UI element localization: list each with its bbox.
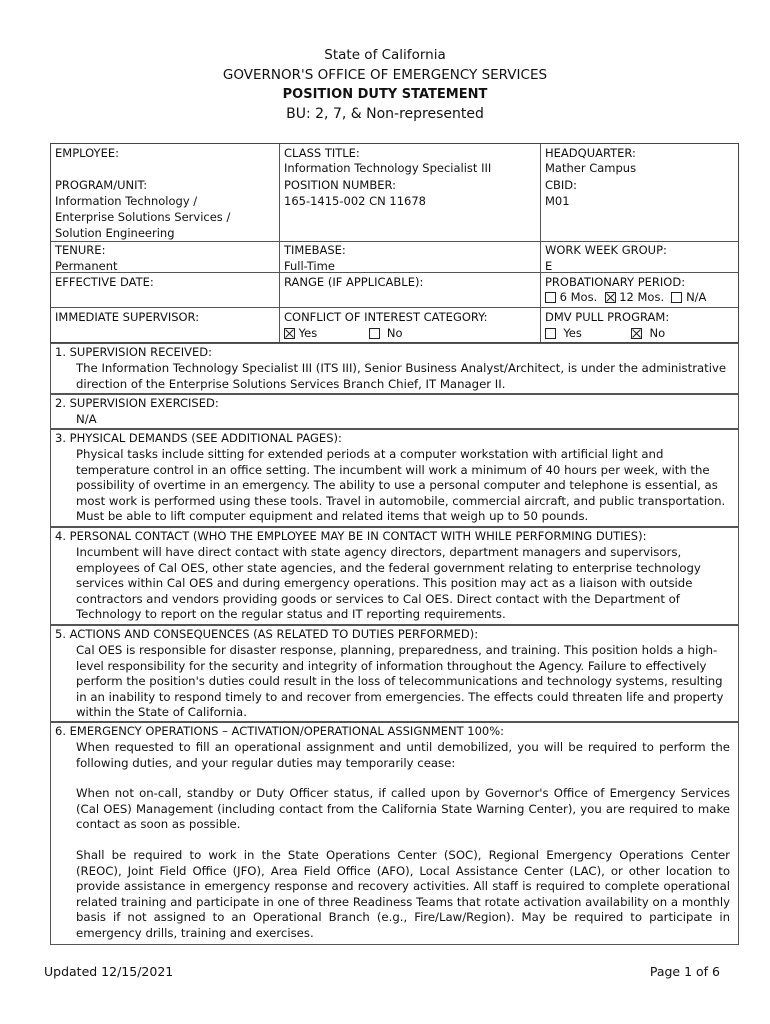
table-divider xyxy=(540,144,541,342)
probation-na-checkbox[interactable] xyxy=(671,292,682,303)
cbid-label: CBID: xyxy=(545,178,578,192)
table-divider xyxy=(279,144,280,342)
range-label: RANGE (IF APPLICABLE): xyxy=(284,275,424,289)
conflict-label: CONFLICT OF INTEREST CATEGORY: xyxy=(284,310,488,324)
section-body xyxy=(76,740,730,942)
office-heading: GOVERNOR'S OFFICE OF EMERGENCY SERVICES xyxy=(222,66,548,83)
section-body: Physical tasks include sitting for extended periods at a computer workstation with artificial light and temperature control in an office setting. The incumbent will work a minimum of 40 hours per week, with the possibility of overtime in an emergency. The ability to use a personal computer and telephone is essential, as most work is performed using these tools. Travel in automobile, commercial aircraft, and public transportation. Must be able to lift computer equipment and related items that weigh up to 50 pounds. xyxy=(76,447,726,524)
updated-date: Updated 12/15/2021 xyxy=(44,964,174,979)
bargaining-unit: BU: 2, 7, & Non-represented xyxy=(286,105,484,122)
section-physical-demands xyxy=(50,429,739,527)
section-title: 4. PERSONAL CONTACT (WHO THE EMPLOYEE MAY BE IN CONTACT WITH WHILE PERFORMING DUTIES): xyxy=(55,529,647,543)
section-title: 2. SUPERVISION EXERCISED: xyxy=(55,396,219,410)
dmv-no-label: No xyxy=(649,326,666,340)
conflict-yes-checkbox[interactable] xyxy=(284,328,295,339)
program-unit-label: PROGRAM/UNIT: xyxy=(55,178,148,192)
class-title-label: CLASS TITLE: xyxy=(284,146,360,160)
tenure-label: TENURE: xyxy=(55,243,106,257)
timebase-label: TIMEBASE: xyxy=(284,243,346,257)
headquarter-value[interactable]: Mather Campus xyxy=(545,161,637,175)
document-header xyxy=(0,46,770,124)
section-title: 3. PHYSICAL DEMANDS (SEE ADDITIONAL PAGES): xyxy=(55,431,342,445)
program-unit-value-line[interactable]: Enterprise Solutions Services / xyxy=(55,210,231,224)
dmv-no-checkbox[interactable] xyxy=(631,328,642,339)
section-supervision-exercised xyxy=(50,394,739,429)
dmv-options xyxy=(545,326,665,342)
probation-label: PROBATIONARY PERIOD: xyxy=(545,275,686,289)
section-body: The Information Technology Specialist III (ITS III), Senior Business Analyst/Architect, is under the administrative direction of the Enterprise Solutions Services Branch Chief, IT Manager II. xyxy=(76,361,727,391)
section-title: 5. ACTIONS AND CONSEQUENCES (AS RELATED TO DUTIES PERFORMED): xyxy=(55,627,479,641)
conflict-no-checkbox[interactable] xyxy=(369,328,380,339)
state-heading: State of California xyxy=(324,47,446,63)
section-personal-contact xyxy=(50,527,739,625)
work-week-value[interactable]: E xyxy=(545,259,553,273)
probation-6mos-checkbox[interactable] xyxy=(545,292,556,303)
section-body: Cal OES is responsible for disaster response, planning, preparedness, and training. This position holds a high-level responsibility for the security and integrity of information throughout the Agency. Failure to effectively perform the position's duties could result in the loss of telecommunications and technology systems, resulting in an inability to respond timely to and recover from emergencies. The effects could threaten life and property within the State of California. xyxy=(76,643,724,720)
section-actions-consequences xyxy=(50,625,739,722)
page-number: Page 1 of 6 xyxy=(649,964,720,979)
timebase-value[interactable]: Full-Time xyxy=(284,259,335,273)
section-paragraph: When not on-call, standby or Duty Officer status, if called upon by Governor's Office of Emergency Services (Cal OES) Management (including contact from the California State Warning Center), you are required to make contact as soon as possible. xyxy=(76,786,730,832)
work-week-label: WORK WEEK GROUP: xyxy=(545,243,667,257)
position-number-value[interactable]: 165-1415-002 CN 11678 xyxy=(284,194,426,208)
section-title: 6. EMERGENCY OPERATIONS – ACTIVATION/OPERATIONAL ASSIGNMENT 100%: xyxy=(55,724,505,738)
section-emergency-operations xyxy=(50,722,739,945)
probation-options xyxy=(545,290,706,306)
supervisor-label: IMMEDIATE SUPERVISOR: xyxy=(55,310,200,324)
class-title-value[interactable]: Information Technology Specialist III xyxy=(284,161,492,175)
employee-label: EMPLOYEE: xyxy=(55,146,119,160)
section-title: 1. SUPERVISION RECEIVED: xyxy=(55,345,212,359)
probation-12mos-label: 12 Mos. xyxy=(619,290,665,304)
section-supervision-received xyxy=(50,343,739,394)
section-paragraph: Shall be required to work in the State Operations Center (SOC), Regional Emergency Operations Center (REOC), Joint Field Office (JFO), Area Field Office (AFO), Local Assistance Center (LAC), or other location to provide assistance in emergency response and recovery activities. All staff is required to complete operational related training and participate in one of three Readiness Teams that rotate activation availability on a monthly basis if not assigned to an Operational Branch (e.g., Fire/Law/Region). May be required to participate in emergency drills, training and exercises. xyxy=(76,847,730,940)
table-divider xyxy=(51,272,738,273)
dmv-yes-checkbox[interactable] xyxy=(545,328,556,339)
dmv-label: DMV PULL PROGRAM: xyxy=(545,310,670,324)
section-paragraph: When requested to fill an operational assignment and until demobilized, you will be required to perform the following duties, and your regular duties may temporarily cease: xyxy=(76,740,730,770)
program-unit-value-line[interactable]: Solution Engineering xyxy=(55,226,175,240)
section-body: N/A xyxy=(76,412,97,426)
program-unit-value-line[interactable]: Information Technology / xyxy=(55,194,198,208)
probation-6mos-label: 6 Mos. xyxy=(559,290,598,304)
conflict-options xyxy=(284,326,403,342)
dmv-yes-label: Yes xyxy=(563,326,582,340)
table-divider xyxy=(51,307,738,308)
conflict-no-label: No xyxy=(386,326,403,340)
conflict-yes-label: Yes xyxy=(298,326,318,340)
section-body: Incumbent will have direct contact with state agency directors, department managers and supervisors, employees of Cal OES, other state agencies, and the federal government relating to enterprise technology services within Cal OES and during emergency operations. This position may act as a liaison with outside contractors and vendors providing goods or services to Cal OES. Direct contact with the Department of Technology to report on the regular status and IT reporting requirements. xyxy=(76,545,701,622)
document-title: POSITION DUTY STATEMENT xyxy=(282,87,488,102)
headquarter-label: HEADQUARTER: xyxy=(545,146,636,160)
probation-12mos-checkbox[interactable] xyxy=(605,292,616,303)
tenure-value[interactable]: Permanent xyxy=(55,259,118,273)
cbid-value[interactable]: M01 xyxy=(545,194,570,208)
position-number-label: POSITION NUMBER: xyxy=(284,178,397,192)
effective-date-label: EFFECTIVE DATE: xyxy=(55,275,154,289)
probation-na-label: N/A xyxy=(686,290,707,304)
